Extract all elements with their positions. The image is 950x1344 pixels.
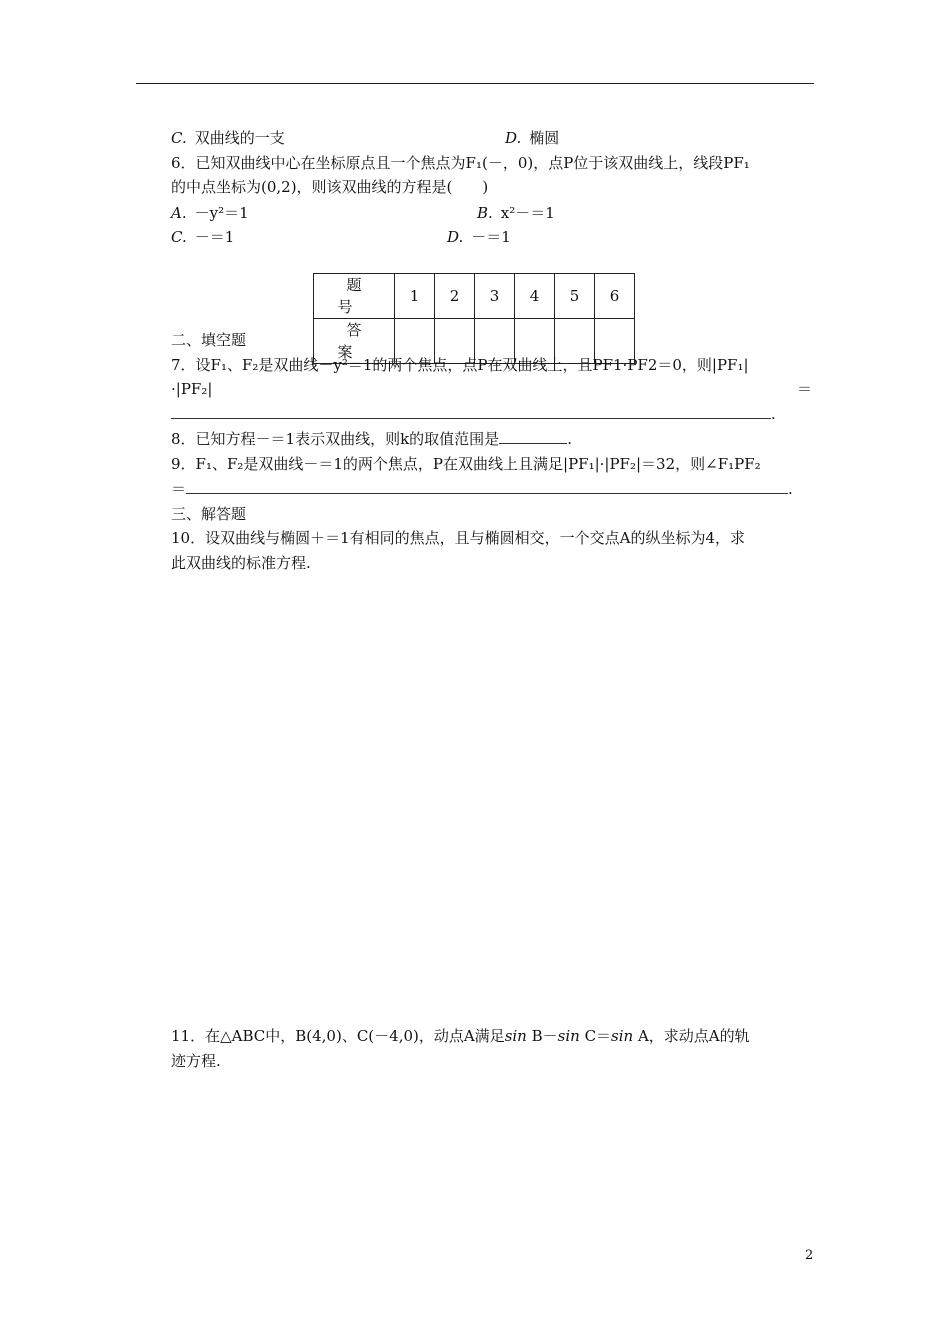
q6-line2: 的中点坐标为(0,2)，则该双曲线的方程是( ) <box>171 178 489 196</box>
q6-option-b <box>477 203 555 223</box>
q6-option-c-text: －＝1 <box>194 228 235 246</box>
answer-table-number-6: 6 <box>595 274 635 319</box>
q11-line1 <box>171 1026 750 1046</box>
answer-table <box>313 273 635 364</box>
answer-table-number-2: 2 <box>435 274 475 319</box>
q6-option-d-text: －＝1 <box>471 228 511 246</box>
q11-line2: 迹方程. <box>171 1052 221 1070</box>
section3-title: 三、解答题 <box>171 505 247 523</box>
q8-text: 8．已知方程－＝1表示双曲线，则k的取值范围是 <box>171 430 500 448</box>
q9-line1: 9．F₁、F₂是双曲线－＝1的两个焦点，P在双曲线上且满足|PF₁|·|PF₂|＝32，则∠F₁PF₂ <box>171 455 761 473</box>
q6-option-b-letter: B. <box>477 204 493 222</box>
q11-sin-b: sin <box>504 1027 527 1045</box>
q7-answer-line <box>171 404 776 424</box>
q6-option-a <box>171 203 249 223</box>
header-rule <box>136 83 814 84</box>
q9-end: . <box>788 480 793 498</box>
page-number: 2 <box>805 1248 814 1263</box>
q9-blank <box>186 479 788 494</box>
q5-option-d-letter: D. <box>505 129 522 147</box>
q5-option-d <box>505 128 559 148</box>
q8-end: . <box>567 430 572 448</box>
q7-line2-equals: ＝ <box>797 380 813 398</box>
q7-line2-left: ·|PF₂| <box>171 380 213 398</box>
q8-blank <box>499 429 567 444</box>
q7-blank <box>171 404 771 419</box>
q6-option-b-text: x²－＝1 <box>500 204 555 222</box>
q5-option-d-text: 椭圆 <box>529 129 560 147</box>
q5-option-c-letter: C. <box>171 129 187 147</box>
q11-sin-c: sin <box>557 1027 580 1045</box>
q11-part1: 11．在△ABC中，B(4,0)、C(－4,0)，动点A满足 <box>171 1027 505 1045</box>
q6-option-d-letter: D. <box>447 228 464 246</box>
answer-table-answer-label: 答案 <box>314 319 395 364</box>
answer-table-number-5: 5 <box>555 274 595 319</box>
q7-end: . <box>771 405 776 423</box>
q5-option-c <box>171 128 285 148</box>
q11-sin-a: sin <box>611 1027 634 1045</box>
q8-line <box>171 429 572 449</box>
q5-option-c-text: 双曲线的一支 <box>194 129 285 147</box>
q6-option-a-text: －y²＝1 <box>194 204 249 222</box>
q11-part4: A，求动点A的轨 <box>633 1027 750 1045</box>
q6-option-d <box>447 227 511 247</box>
answer-table-number-1: 1 <box>395 274 435 319</box>
q6-line1: 6．已知双曲线中心在坐标原点且一个焦点为F₁(－，0)，点P位于该双曲线上，线段PF₁ <box>171 154 750 172</box>
q11-part2: B－ <box>526 1027 558 1045</box>
q6-option-a-letter: A. <box>171 204 187 222</box>
q9-line2-start: ＝ <box>171 480 187 498</box>
answer-table-number-4: 4 <box>515 274 555 319</box>
q10-line1: 10．设双曲线与椭圆＋＝1有相同的焦点，且与椭圆相交，一个交点A的纵坐标为4，求 <box>171 529 746 547</box>
q10-line2: 此双曲线的标准方程. <box>171 554 311 572</box>
answer-table-number-row <box>314 274 635 319</box>
q7-line1: 7．设F₁、F₂是双曲线－y²＝1的两个焦点，点P在双曲线上，且PF1·PF2＝0，则|PF₁| <box>171 356 749 374</box>
answer-table-number-label: 题号 <box>314 274 395 319</box>
q6-option-c <box>171 227 234 247</box>
q9-line2 <box>171 479 793 499</box>
q6-option-c-letter: C. <box>171 228 187 246</box>
answer-table-number-3: 3 <box>475 274 515 319</box>
q11-part3: C＝ <box>579 1027 612 1045</box>
section2-title: 二、填空题 <box>171 331 247 349</box>
